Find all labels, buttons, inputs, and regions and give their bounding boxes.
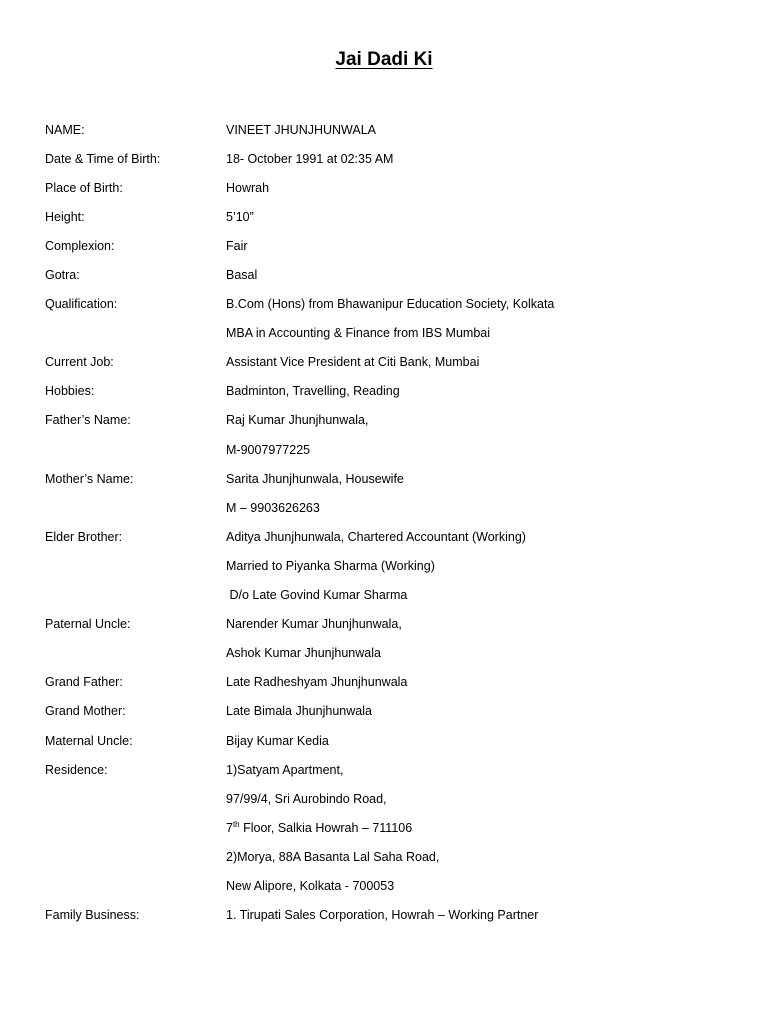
row-fathers-name: [45, 406, 745, 435]
field-label: Maternal Uncle:: [45, 733, 133, 748]
row-hobbies: [45, 377, 745, 406]
field-value: Late Bimala Jhunjhunwala: [226, 704, 372, 719]
row-place-of-birth: [45, 173, 745, 202]
field-value: [226, 821, 745, 835]
field-label: Grand Father:: [45, 675, 123, 690]
field-value: Howrah: [226, 180, 270, 195]
field-value: New Alipore, Kolkata - 700053: [226, 878, 395, 893]
floor-address-rest: Floor, Salkia Howrah – 711106: [239, 820, 413, 835]
field-label: Date & Time of Birth:: [45, 151, 161, 166]
field-value: 1. Tirupati Sales Corporation, Howrah – Working Partner: [226, 908, 539, 923]
field-label: Hobbies:: [45, 384, 95, 399]
row-gotra: [45, 260, 745, 289]
field-label: Height:: [45, 209, 85, 224]
field-label: Elder Brother:: [45, 529, 123, 544]
floor-ordinal-suffix: th: [232, 819, 240, 829]
row-residence-line-5: [45, 871, 745, 900]
field-label: NAME:: [45, 122, 85, 137]
row-elder-brother-married: [45, 551, 745, 580]
row-mothers-name: [45, 464, 745, 493]
field-label: Current Job:: [45, 355, 114, 370]
field-label: Complexion:: [45, 238, 115, 253]
field-label: Family Business:: [45, 908, 140, 923]
field-value: Ashok Kumar Jhunjhunwala: [226, 646, 381, 661]
field-label: Residence:: [45, 762, 108, 777]
field-value: Sarita Jhunjhunwala, Housewife: [226, 471, 404, 486]
field-value: 5’10”: [226, 209, 254, 224]
row-grand-mother: [45, 697, 745, 726]
field-value: Assistant Vice President at Citi Bank, Mumbai: [226, 355, 480, 370]
row-residence-line-2: [45, 784, 745, 813]
field-label: Grand Mother:: [45, 704, 126, 719]
field-label: Place of Birth:: [45, 180, 123, 195]
document-title: Jai Dadi Ki: [335, 49, 433, 70]
row-elder-brother-spouse-parent: [45, 581, 745, 610]
field-value: Aditya Jhunjhunwala, Chartered Accountant (Working): [226, 529, 526, 544]
field-value: VINEET JHUNJHUNWALA: [226, 122, 377, 137]
field-value: 2)Morya, 88A Basanta Lal Saha Road,: [226, 849, 440, 864]
floor-number: 7: [226, 820, 233, 835]
field-value: D/o Late Govind Kumar Sharma: [226, 588, 408, 603]
field-value: Married to Piyanka Sharma (Working): [226, 558, 435, 573]
row-grand-father: [45, 668, 745, 697]
field-value: MBA in Accounting & Finance from IBS Mumbai: [226, 326, 491, 341]
row-qualification-cont: [45, 319, 745, 348]
row-mothers-phone: [45, 493, 745, 522]
field-value: Badminton, Travelling, Reading: [226, 384, 400, 399]
row-date-time-of-birth: [45, 144, 745, 173]
field-value: 1)Satyam Apartment,: [226, 762, 344, 777]
field-value: M – 9903626263: [226, 500, 320, 515]
field-value: Raj Kumar Jhunjhunwala,: [226, 413, 369, 428]
biodata-table: [45, 115, 745, 930]
row-family-business: [45, 901, 745, 930]
row-elder-brother: [45, 522, 745, 551]
row-residence: [45, 755, 745, 784]
field-value: Narender Kumar Jhunjhunwala,: [226, 617, 402, 632]
row-residence-line-4: [45, 842, 745, 871]
row-complexion: [45, 231, 745, 260]
row-name: [45, 115, 745, 144]
row-current-job: [45, 348, 745, 377]
field-value: 18- October 1991 at 02:35 AM: [226, 151, 394, 166]
field-label: Mother’s Name:: [45, 471, 134, 486]
field-label: Paternal Uncle:: [45, 617, 131, 632]
row-fathers-phone: [45, 435, 745, 464]
row-maternal-uncle: [45, 726, 745, 755]
row-qualification: [45, 290, 745, 319]
field-label: Gotra:: [45, 268, 80, 283]
field-value: Bijay Kumar Kedia: [226, 733, 329, 748]
field-value: B.Com (Hons) from Bhawanipur Education Society, Kolkata: [226, 297, 555, 312]
field-value: Basal: [226, 268, 258, 283]
field-label: Father’s Name:: [45, 413, 131, 428]
row-residence-line-3: [45, 813, 745, 842]
row-paternal-uncle-cont: [45, 639, 745, 668]
row-paternal-uncle: [45, 610, 745, 639]
field-value: 97/99/4, Sri Aurobindo Road,: [226, 791, 387, 806]
field-value: Late Radheshyam Jhunjhunwala: [226, 675, 408, 690]
field-value: M-9007977225: [226, 442, 311, 457]
row-height: [45, 202, 745, 231]
field-label: Qualification:: [45, 297, 118, 312]
field-value: Fair: [226, 238, 248, 253]
